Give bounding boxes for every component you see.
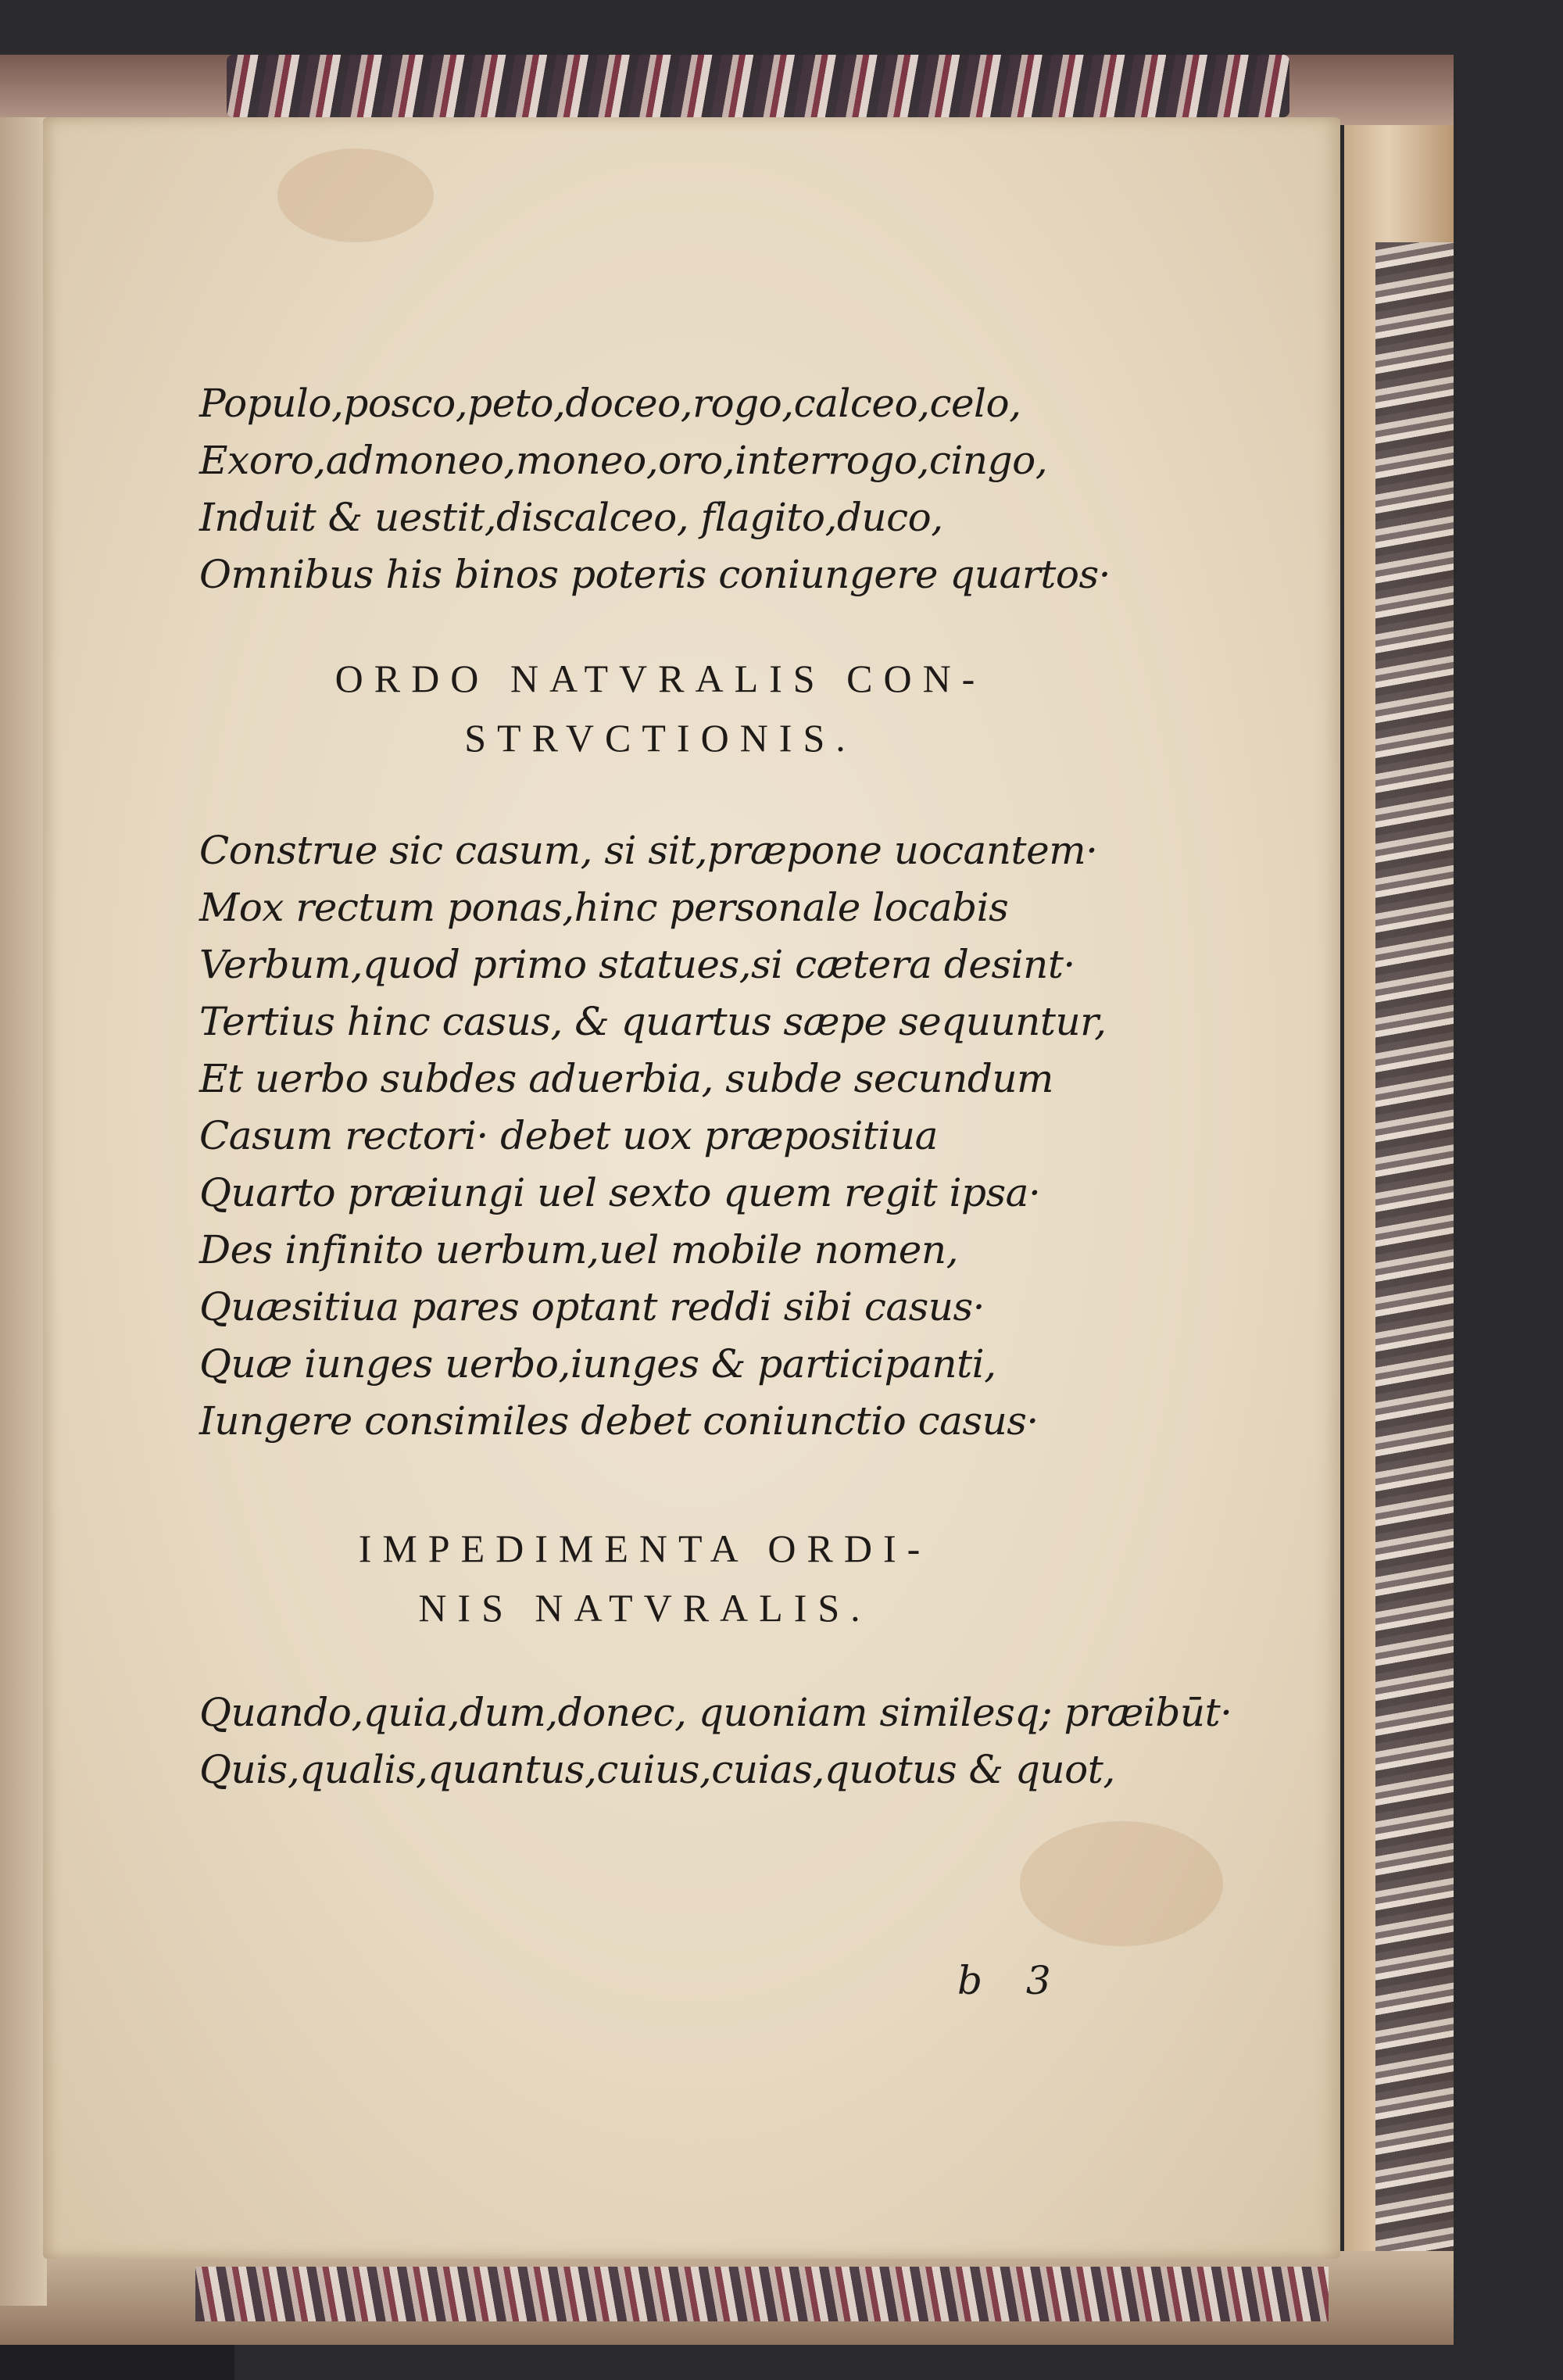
section-heading-impedimenta [199, 1519, 1090, 1637]
marbled-edge-right [1375, 242, 1454, 2298]
heading-line: ORDO NATVRALIS CON- [334, 657, 986, 700]
verse-line: Quando,quia,dum,donec, quoniam similesq; præibūt· [199, 1690, 1232, 1735]
marbled-edge-bottom [195, 2267, 1329, 2321]
verse-stanza-2 [199, 822, 1215, 1450]
foxing-stain [1020, 1821, 1223, 1946]
book-page [43, 117, 1340, 2259]
verse-line: Omnibus his binos poteris coniungere quartos· [199, 552, 1111, 597]
verse-line: Induit & uestit,discalceo, flagito,duco, [199, 495, 943, 540]
facing-page-edge [0, 117, 47, 2306]
page-text [199, 375, 1232, 1798]
verse-line: Quæ iunges uerbo,iunges & participanti, [199, 1341, 996, 1387]
verse-line: Exoro,admoneo,moneo,oro,interrogo,cingo, [199, 438, 1048, 483]
heading-line: IMPEDIMENTA ORDI- [358, 1526, 932, 1570]
verse-line: Iungere consimiles debet coniunctio casus· [199, 1398, 1039, 1444]
verse-line: Et uerbo subdes aduerbia, subde secundum [199, 1056, 1053, 1101]
verse-line: Tertius hinc casus, & quartus sæpe sequuntur, [199, 999, 1107, 1044]
signature-mark: b 3 [957, 1958, 1067, 2003]
marbled-edge-top [227, 55, 1289, 117]
verse-line: Des infinito uerbum,uel mobile nomen, [199, 1227, 958, 1272]
verse-line: Quarto præiungi uel sexto quem regit ipsa· [199, 1170, 1041, 1215]
section-heading-ordo-naturalis [199, 649, 1121, 768]
heading-line: STRVCTIONIS. [464, 716, 857, 760]
verse-line: Mox rectum ponas,hinc personale locabis [199, 885, 1009, 930]
verse-stanza-1 [199, 375, 1215, 603]
verse-line: Quæsitiua pares optant reddi sibi casus· [199, 1284, 985, 1330]
verse-line: Quis,qualis,quantus,cuius,cuias,quotus & quot, [199, 1747, 1115, 1792]
verse-stanza-3 [199, 1684, 1232, 1798]
foxing-stain [277, 149, 434, 242]
verse-line: Verbum,quod primo statues,si cætera desint· [199, 942, 1075, 987]
heading-line: NIS NATVRALIS. [418, 1586, 871, 1630]
verse-line: Casum rectori· debet uox præpositiua [199, 1113, 938, 1158]
verse-line: Construe sic casum, si sit,præpone uocantem· [199, 828, 1098, 873]
verse-line: Populo,posco,peto,doceo,rogo,calceo,celo, [199, 381, 1021, 426]
